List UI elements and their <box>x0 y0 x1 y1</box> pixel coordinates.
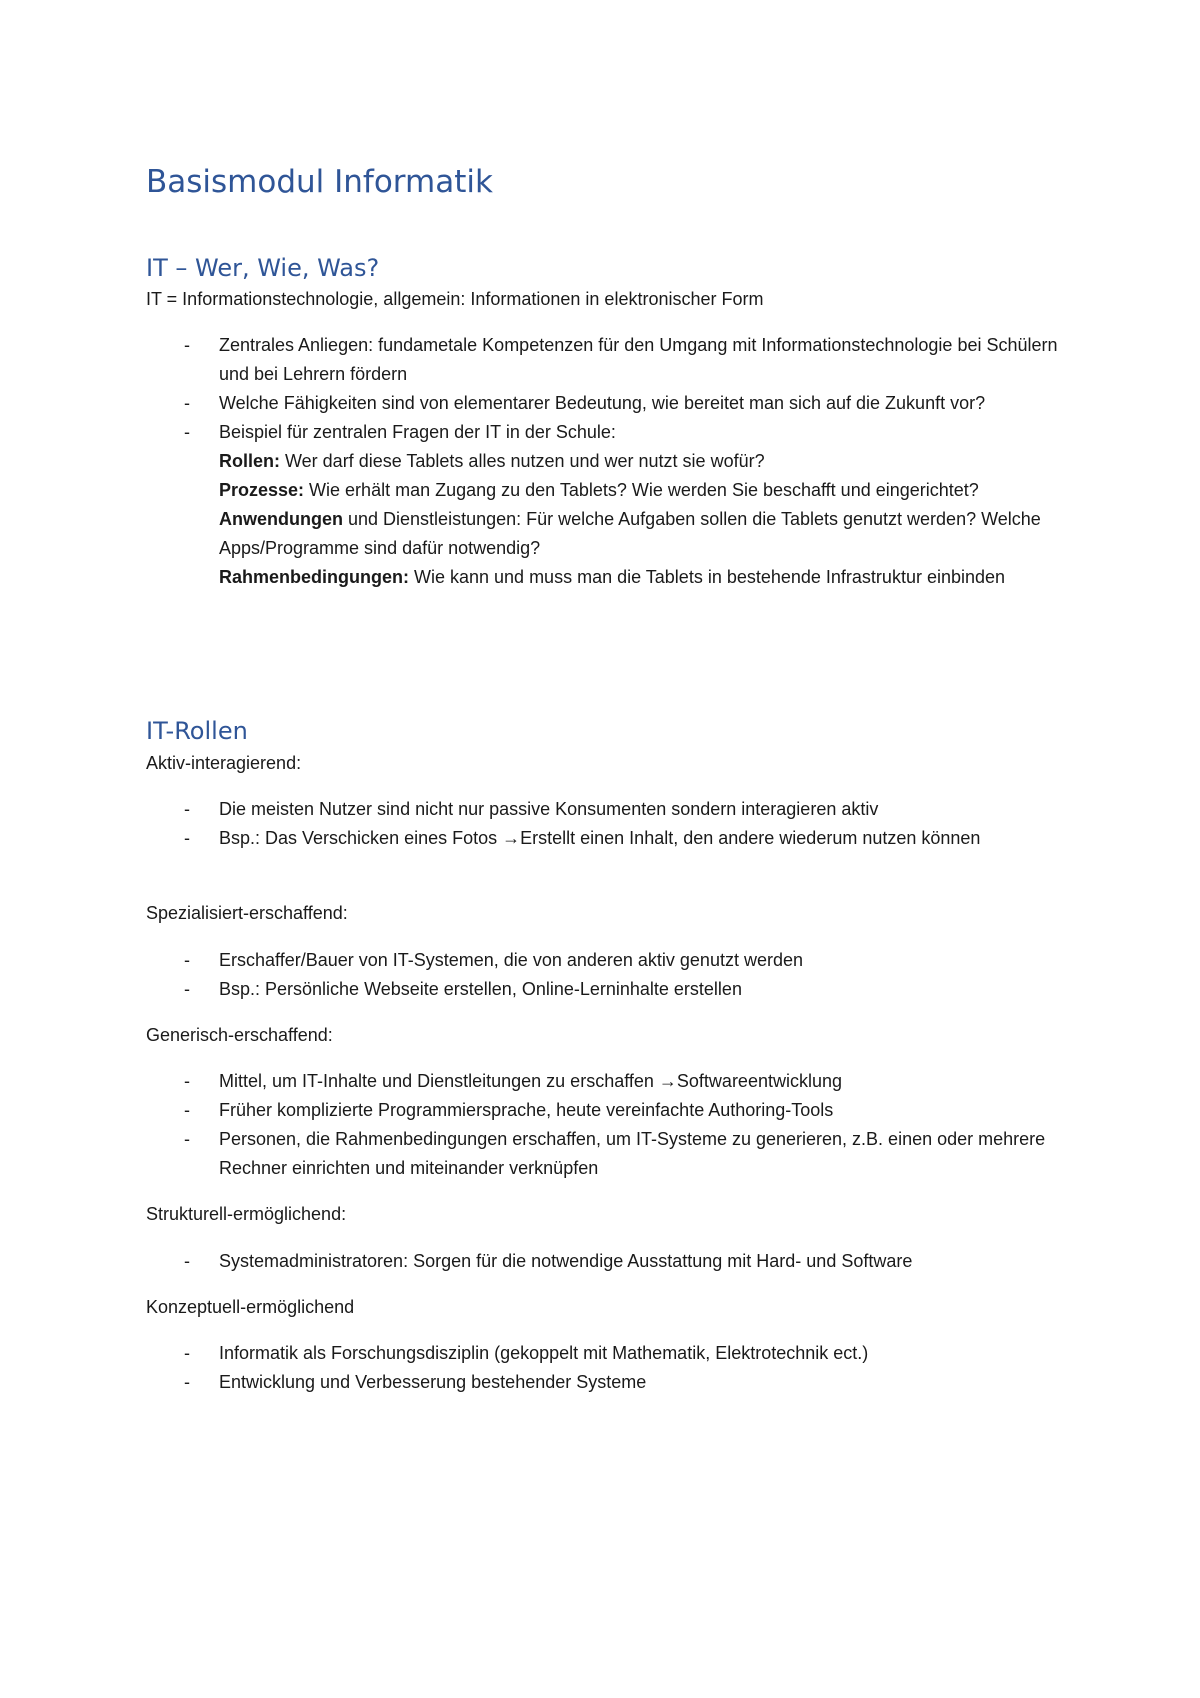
section-heading-it-wer-wie-was: IT – Wer, Wie, Was? <box>146 254 380 282</box>
list-item: - Die meisten Nutzer sind nicht nur passive Konsumenten sondern interagieren aktiv <box>184 799 879 819</box>
list-item-examples: - Beispiel für zentralen Fragen der IT in der Schule: Rollen: Wer darf diese Tablets alles nutzen und wer nutzt sie wofür? Prozesse: Wie erhält man Zugang zu den Tablets? Wie werden Sie beschafft und eingerichtet? Anwendungen und Dienstleistungen: Für welche Aufgaben sollen die Tablets genutzt werden? Welche Apps/Programme sind dafür notwendig? Rahmenbedingungen: Wie kann und muss man die Tablets in bestehende Infrastruktur einbinden <box>146 418 1086 592</box>
list-item: - Personen, die Rahmenbedingungen erschaffen, um IT-Systeme zu generieren, z.B. einen oder mehrere Rechner einrichten und miteinander verknüpfen <box>184 1129 1046 1178</box>
group-5-list <box>146 1339 1086 1397</box>
list-item: - Bsp.: Das Verschicken eines Fotos →Erstellt einen Inhalt, den andere wiederum nutzen können <box>184 828 981 848</box>
example-roles: Rollen: Wer darf diese Tablets alles nutzen und wer nutzt sie wofür? <box>219 451 765 471</box>
list-item: - Bsp.: Persönliche Webseite erstellen, Online-Lerninhalte erstellen <box>184 979 742 999</box>
group-4-list <box>146 1247 1086 1276</box>
group-label: Aktiv-interagierend: <box>146 753 302 773</box>
section-heading-it-rollen: IT-Rollen <box>146 717 248 745</box>
list-item: - Früher komplizierte Programmiersprache, heute vereinfachte Authoring-Tools <box>184 1100 834 1120</box>
group-label: Konzeptuell-ermöglichend <box>146 1297 355 1317</box>
example-framework: Rahmenbedingungen: Wie kann und muss man die Tablets in bestehende Infrastruktur einbinden <box>219 567 1006 587</box>
list-item: - Welche Fähigkeiten sind von elementarer Bedeutung, wie bereitet man sich auf die Zukunft vor? <box>184 393 986 413</box>
group-1-list <box>146 795 1086 853</box>
group-label: Generisch-erschaffend: <box>146 1025 333 1045</box>
section-intro: IT = Informationstechnologie, allgemein: Informationen in elektronischer Form <box>146 289 764 309</box>
group-3-list <box>146 1067 1086 1183</box>
list-item: - Erschaffer/Bauer von IT-Systemen, die von anderen aktiv genutzt werden <box>184 950 803 970</box>
example-applications: Anwendungen und Dienstleistungen: Für welche Aufgaben sollen die Tablets genutzt werden? Welche Apps/Programme sind dafür notwendig? <box>219 509 1041 558</box>
list-item: - Entwicklung und Verbesserung bestehender Systeme <box>184 1372 647 1392</box>
list-item: - Systemadministratoren: Sorgen für die notwendige Ausstattung mit Hard- und Software <box>184 1251 913 1271</box>
list-item: - Zentrales Anliegen: fundametale Kompetenzen für den Umgang mit Informationstechnologie bei Schülern und bei Lehrern fördern <box>184 335 1058 384</box>
example-processes: Prozesse: Wie erhält man Zugang zu den Tablets? Wie werden Sie beschafft und eingerichtet? <box>219 480 979 500</box>
list-item: - Mittel, um IT-Inhalte und Dienstleitungen zu erschaffen →Softwareentwicklung <box>184 1071 842 1091</box>
group-2-list <box>146 946 1086 1004</box>
group-label: Spezialisiert-erschaffend: <box>146 903 348 923</box>
document-title: Basismodul Informatik <box>146 164 493 200</box>
group-label: Strukturell-ermöglichend: <box>146 1204 347 1224</box>
list-item: - Informatik als Forschungsdisziplin (gekoppelt mit Mathematik, Elektrotechnik ect.) <box>184 1343 869 1363</box>
section-1-list <box>146 331 1086 592</box>
